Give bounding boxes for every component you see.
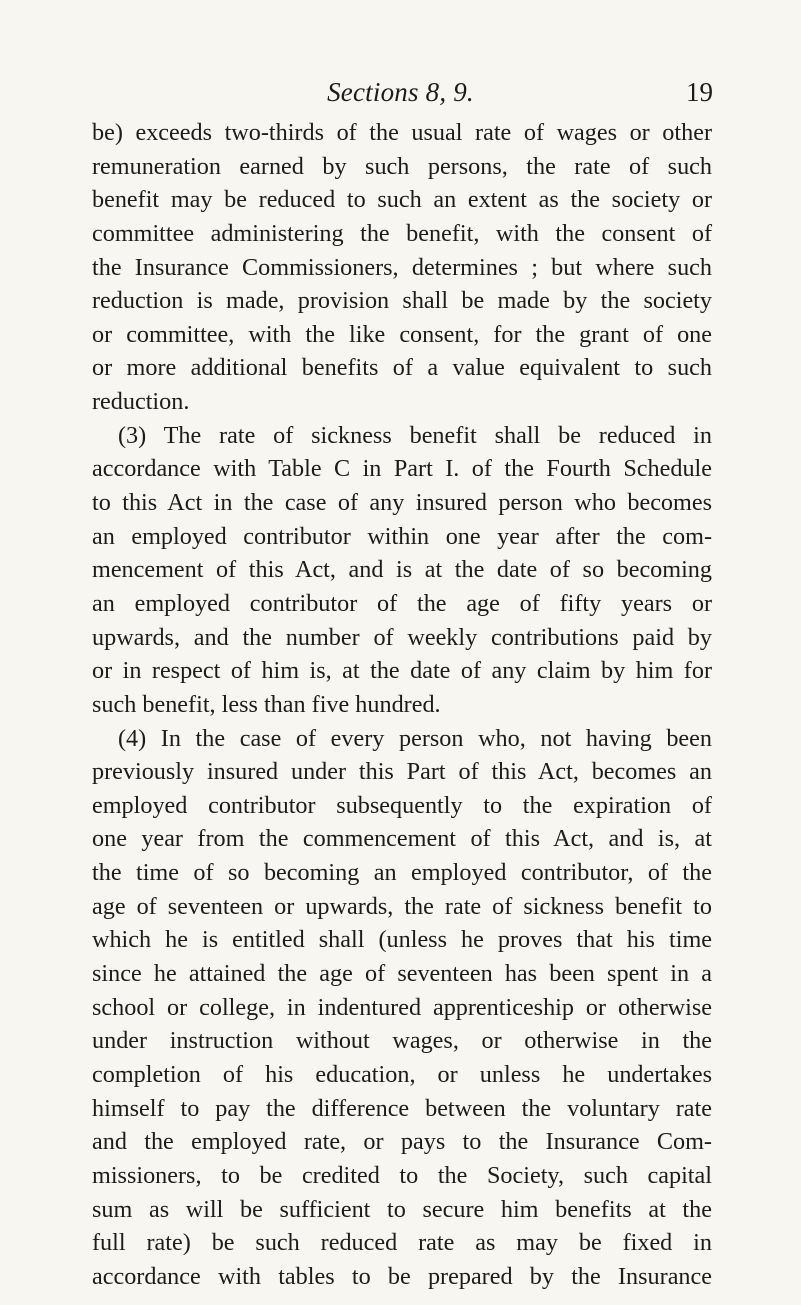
text-line: committee administering the benefit, with the consent of <box>92 219 712 247</box>
text-line: full rate) be such reduced rate as may be fixed in <box>92 1229 712 1257</box>
text-line: reduction is made, provision shall be made by the society <box>92 287 712 315</box>
text-line: or committee, with the like consent, for the grant of one <box>92 320 712 348</box>
text-line: one year from the commencement of this Act, and is, at <box>92 825 712 853</box>
text-line: completion of his education, or unless he undertakes <box>92 1060 712 1088</box>
text-line: employed contributor subsequently to the expiration of <box>92 791 712 819</box>
text-line: under instruction without wages, or otherwise in the <box>92 1027 712 1055</box>
text-line: or in respect of him is, at the date of any claim by him for <box>92 657 712 685</box>
text-line: upwards, and the number of weekly contributions paid by <box>92 623 712 651</box>
text-line: to this Act in the case of any insured person who becomes <box>92 489 712 517</box>
text-line: himself to pay the difference between the voluntary rate <box>92 1094 712 1122</box>
text-line: which he is entitled shall (unless he proves that his time <box>92 926 712 954</box>
text-line: and the employed rate, or pays to the Insurance Com- <box>92 1128 712 1156</box>
text-line: age of seventeen or upwards, the rate of sickness benefit to <box>92 892 712 920</box>
text-line: remuneration earned by such persons, the rate of such <box>92 152 712 180</box>
running-head <box>0 74 801 110</box>
text-line: (3) The rate of sickness benefit shall be reduced in <box>118 421 712 449</box>
page-number: 19 <box>686 77 713 107</box>
text-line: an employed contributor of the age of fifty years or <box>92 589 712 617</box>
text-line: school or college, in indentured apprenticeship or otherwise <box>92 993 712 1021</box>
text-line: such benefit, less than five hundred. <box>92 690 441 718</box>
text-line: the time of so becoming an employed contributor, of the <box>92 859 712 887</box>
running-title: Sections 8, 9. <box>327 77 474 107</box>
text-line: since he attained the age of seventeen has been spent in a <box>92 960 712 988</box>
text-line: the Insurance Commissioners, determines ; but where such <box>92 253 712 281</box>
text-line: mencement of this Act, and is at the date of so becoming <box>92 556 712 584</box>
text-line: an employed contributor within one year after the com- <box>92 522 712 550</box>
body-text <box>92 116 712 1293</box>
text-line: reduction. <box>92 388 190 416</box>
text-line: missioners, to be credited to the Society, such capital <box>92 1161 712 1189</box>
text-line: sum as will be sufficient to secure him benefits at the <box>92 1195 712 1223</box>
text-line: (4) In the case of every person who, not having been <box>118 724 712 752</box>
text-line: benefit may be reduced to such an extent as the society or <box>92 186 712 214</box>
text-line: accordance with Table C in Part I. of the Fourth Schedule <box>92 455 712 483</box>
text-line: accordance with tables to be prepared by the Insurance <box>92 1262 712 1290</box>
text-line: or more additional benefits of a value equivalent to such <box>92 354 712 382</box>
text-line: be) exceeds two-thirds of the usual rate of wages or other <box>92 119 712 146</box>
text-line: previously insured under this Part of this Act, becomes an <box>92 758 712 786</box>
